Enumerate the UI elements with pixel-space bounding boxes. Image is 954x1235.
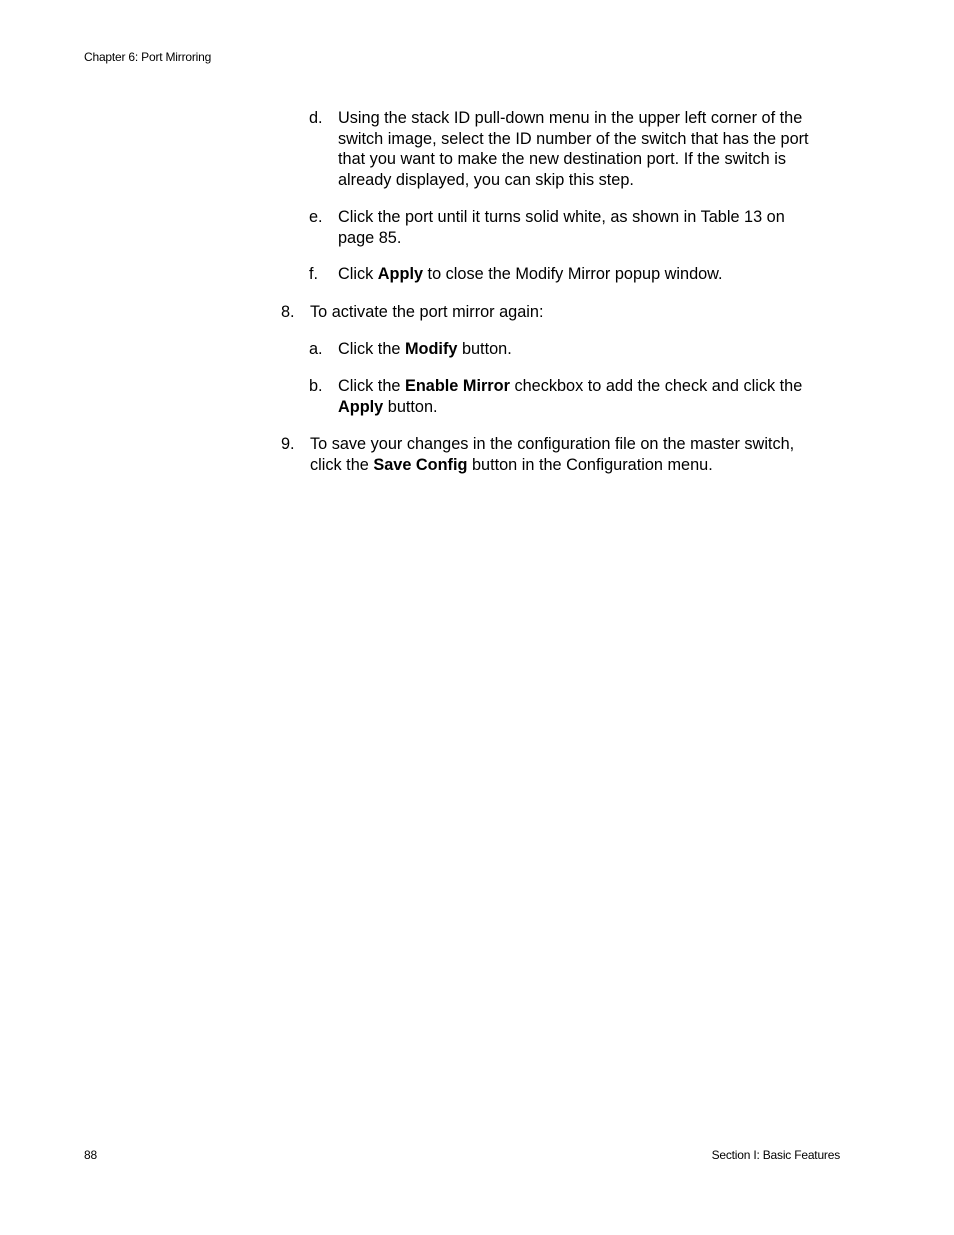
ui-term-apply: Apply xyxy=(338,397,384,416)
list-text-line: page 85. xyxy=(338,228,402,247)
list-text-line: Using the stack ID pull-down menu in the upper left corner of the xyxy=(338,109,803,127)
list-text-line: already displayed, you can skip this step. xyxy=(338,170,634,189)
text-run: Click the xyxy=(338,340,405,358)
list-text-line: that you want to make the new destination port. If the switch is xyxy=(338,150,786,168)
text-run: button. xyxy=(457,340,512,358)
page-number: 88 xyxy=(84,1148,97,1162)
text-run: click the xyxy=(310,455,374,474)
list-text-line xyxy=(310,455,713,476)
text-run: Click the xyxy=(338,377,405,395)
text-run: to close the Modify Mirror popup window. xyxy=(423,265,723,283)
list-item-8a xyxy=(0,339,954,363)
list-text-line: switch image, select the ID number of the switch that has the port xyxy=(338,129,809,148)
section-footer: Section I: Basic Features xyxy=(711,1148,840,1162)
chapter-header: Chapter 6: Port Mirroring xyxy=(84,50,212,64)
list-marker: d. xyxy=(309,109,323,127)
list-text-line xyxy=(338,397,438,418)
list-marker: 8. xyxy=(281,303,295,321)
ui-term-enable-mirror: Enable Mirror xyxy=(404,377,510,395)
ui-term-modify: Modify xyxy=(404,340,458,358)
list-item-9 xyxy=(0,434,954,479)
list-marker: b. xyxy=(309,377,323,395)
list-text-line: To activate the port mirror again: xyxy=(310,303,544,321)
list-text-line: Click the port until it turns solid white, as shown in Table 13 on xyxy=(338,208,785,226)
list-text-line xyxy=(338,339,512,360)
text-run: button in the Configuration menu. xyxy=(467,455,713,474)
list-item-8 xyxy=(0,302,954,326)
list-text-line: To save your changes in the configuration file on the master switch, xyxy=(310,435,795,453)
list-item-f xyxy=(0,264,954,288)
list-item-d xyxy=(0,108,954,198)
list-item-8b xyxy=(0,376,954,421)
list-marker: f. xyxy=(309,265,319,283)
list-marker: 9. xyxy=(281,435,295,453)
text-run: Click xyxy=(338,265,378,283)
list-item-e xyxy=(0,207,954,252)
text-run: button. xyxy=(383,397,438,416)
ui-term-apply: Apply xyxy=(377,265,424,283)
list-text-line xyxy=(338,264,723,285)
list-marker: e. xyxy=(309,208,323,226)
ui-term-save-config: Save Config xyxy=(373,455,468,474)
text-run: checkbox to add the check and click the xyxy=(509,377,803,395)
list-text-line xyxy=(338,376,802,397)
list-marker: a. xyxy=(309,340,323,358)
